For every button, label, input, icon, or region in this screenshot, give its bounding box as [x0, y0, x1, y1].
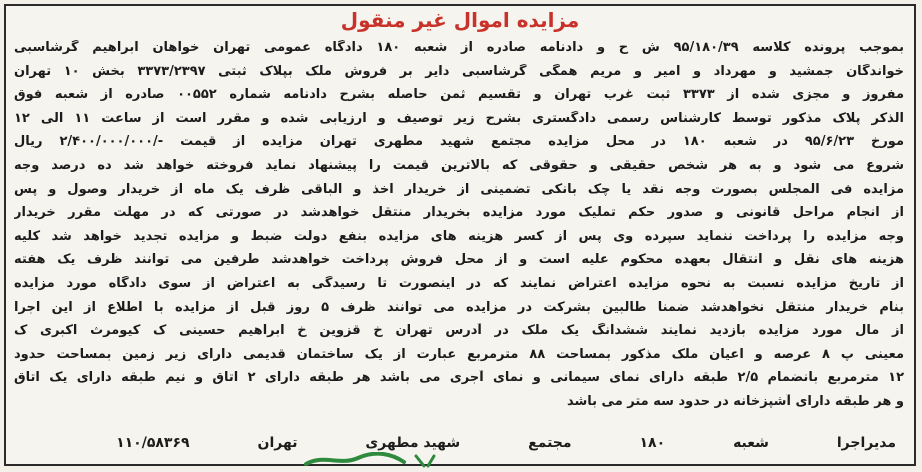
footer-city: تهران	[257, 435, 298, 451]
footer-branch-number: ۱۸۰	[639, 435, 666, 451]
footer-office: مدیراجرا	[836, 435, 896, 451]
body-line: مورخ ۹۵/۶/۲۳ در شعبه ۱۸۰ در محل مزایده مجتمع شهید مطهری تهران مزایده از قیمت -/۲/۴۰۰/۰۰۰/۰۰۰ ریال	[14, 134, 904, 150]
footer-complex: مجتمع	[528, 435, 572, 451]
body-line: شروع می شود و به هر شخص حقیقی و حقوقی که بالاترین قیمت را پیشنهاد نماید فروخته خواهد شد ده درصد وجه	[14, 157, 904, 173]
body-line: بموجب پرونده کلاسه ۹۵/۱۸۰/۳۹ ش ح و دادنامه صادره از شعبه ۱۸۰ دادگاه عمومی تهران خواهان ابراهیم گرشاسبی	[14, 40, 904, 55]
notice-footer	[116, 430, 896, 456]
body-line: معینی پ ۸ عرصه و اعیان ملک مذکور بمساحت ۸۸ مترمربع عبارت از یک ساختمان قدیمی دارای زیر زمین بمساحت حدود	[14, 346, 904, 362]
body-line: الذکر پلاک مذکور توسط کارشناس رسمی دادگستری بشرح زیر توصیف و ارزیابی شده و مقرر است از ساعت ۱۱ الی ۱۲	[14, 110, 904, 126]
footer-complex-name: شهید مطهری	[365, 435, 461, 451]
body-line: هزینه های نقل و انتقال بعهده محکوم علیه است و از محل فروش پرداخت خواهدشد طرفین می توانند ظرف یک هفته	[14, 252, 904, 268]
body-line: بنام خریدار منتقل نخواهدشد ضمنا طالبین بشرکت در مزایده می توانند ظرف ۵ روز قبل از مزایده با اطلاع از این اجرا	[14, 299, 904, 315]
body-line: و هر طبقه دارای آشپزخانه در حدود سه متر می باشد	[566, 393, 904, 409]
notice-title: مزایده اموال غیر منقول	[340, 8, 580, 32]
body-line: مزایده فی المجلس بصورت وجه نقد یا چک بانکی تضمینی از خریدار اخذ و الباقی ظرف یک ماه از خریدار وصول و پس	[14, 181, 904, 197]
body-line: مفروز و مجزی شده از ۳۳۷۳ ثبت غرب تهران و تقسیم ثمن حاصله بشرح دادنامه شماره ۰۰۵۵۲ صادره از شعبه فوق	[14, 87, 904, 103]
footer-reference: ۱۱۰/۵۸۳۶۹	[116, 435, 190, 451]
body-line: از انجام مراحل قانونی و صدور حکم تملیک مورد مزایده بخریدار منتقل خواهدشد در صورتی که در مهلت مقرر خریدار	[14, 205, 904, 221]
auction-notice	[4, 4, 916, 466]
body-line: وجه مزایده را پرداخت ننماید سپرده وی پس از کسر هزینه های مزایده بنفع دولت ضبط و مزایده تجدید خواهد شد کلیه	[14, 228, 904, 244]
body-line: خواندگان جمشید و مهرداد و امیر و مریم همگی گرشاسبی دایر بر فروش ملک بپلاک ثبتی ۳۳۷۳/۲۳۹۷ بخش ۱۰ تهران	[14, 63, 904, 79]
footer-branch-label: شعبه	[733, 435, 769, 451]
notice-body	[14, 40, 904, 418]
green-stamp-mark	[300, 452, 460, 468]
body-line: ۱۲ مترمربع بانضمام ۲/۵ طبقه دارای نمای سیمانی و نمای آجری می باشد هر طبقه دارای ۲ اتاق و نیم طبقه دارای یک اتاق	[14, 370, 904, 386]
body-line: از مال مورد مزایده بازدید نمایند ششدانگ یک ملک در آدرس تهران خ قزوین خ ابراهیم حسینی ک کیومرث اکبری ک	[14, 323, 904, 339]
body-line: از تاریخ مزایده نسبت به نحوه مزایده اعتراض نمایند که در اینصورت تا رسیدگی به اعتراض از سوی دادگاه مورد مزایده	[14, 275, 904, 291]
